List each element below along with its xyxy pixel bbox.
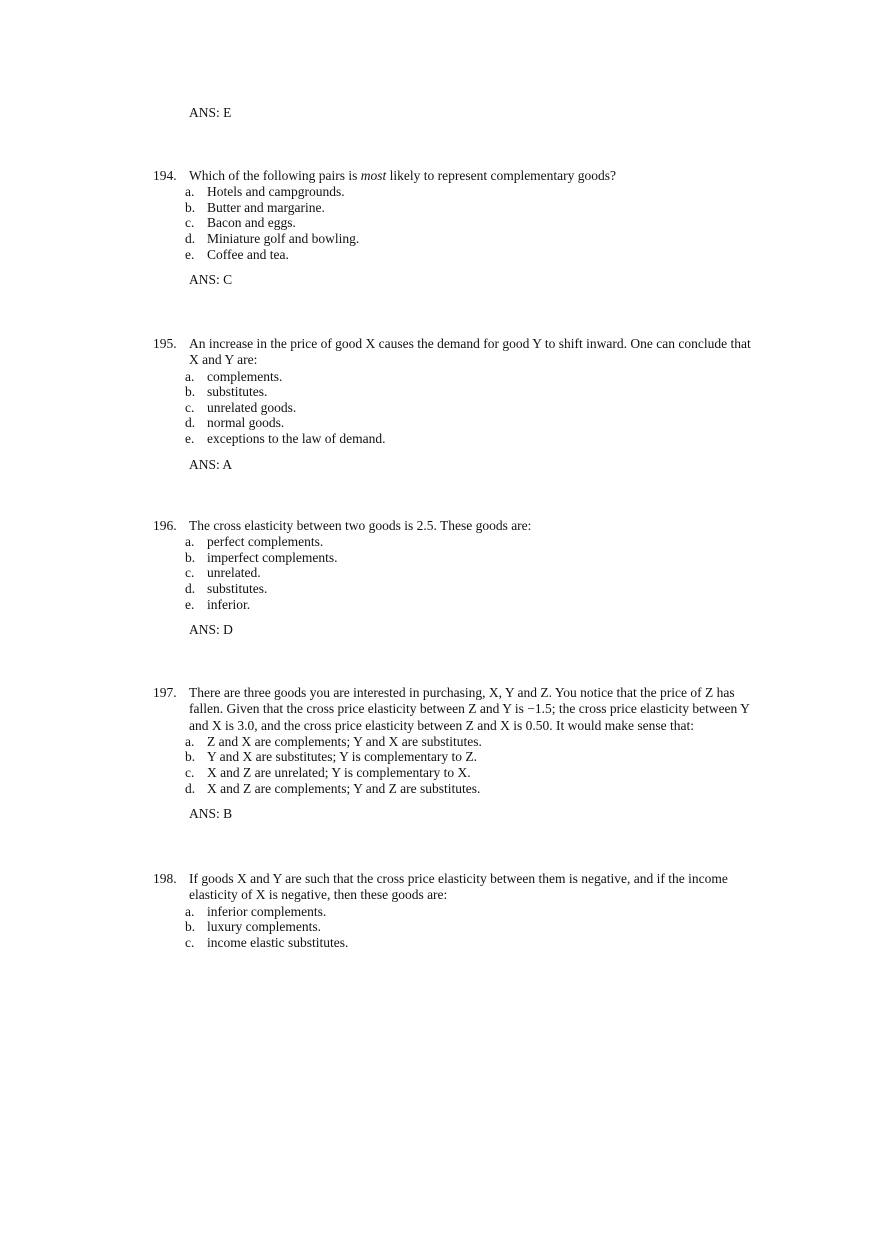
answer-line: ANS: A xyxy=(189,456,233,472)
answer-line: ANS: D xyxy=(189,622,233,638)
option-text: Butter and margarine. xyxy=(207,199,325,215)
option-text: complements. xyxy=(207,368,283,384)
option-text: substitutes. xyxy=(207,384,268,400)
question-number: 198. xyxy=(153,871,177,886)
option-b xyxy=(153,200,753,216)
question-stem xyxy=(153,336,753,369)
options-list xyxy=(153,184,753,262)
option-text: luxury complements. xyxy=(207,919,321,935)
option-text: Y and X are substitutes; Y is complementary to Z. xyxy=(207,749,477,765)
option-text: income elastic substitutes. xyxy=(207,934,349,950)
option-text: X and Z are complements; Y and Z are substitutes. xyxy=(207,780,481,796)
option-b xyxy=(153,749,753,765)
option-letter: c. xyxy=(185,565,195,581)
question-194 xyxy=(153,168,753,288)
option-d xyxy=(153,231,753,247)
question-stem xyxy=(153,168,753,184)
option-letter: c. xyxy=(185,215,195,231)
option-letter: b. xyxy=(185,549,196,565)
stem-emphasis: most xyxy=(360,168,387,183)
option-d xyxy=(153,581,753,597)
option-letter: b. xyxy=(185,749,196,765)
option-text: inferior. xyxy=(207,596,251,612)
option-text: inferior complements. xyxy=(207,903,327,919)
stem-text-start: Which of the following pairs is xyxy=(189,168,361,183)
option-b xyxy=(153,919,753,935)
option-e xyxy=(153,247,753,263)
option-b xyxy=(153,384,753,400)
answer-line: ANS: C xyxy=(189,272,233,288)
option-letter: a. xyxy=(185,184,195,200)
options-list xyxy=(153,734,753,796)
option-letter: a. xyxy=(185,903,195,919)
option-text: unrelated. xyxy=(207,565,261,581)
option-d xyxy=(153,415,753,431)
option-text: exceptions to the law of demand. xyxy=(207,430,386,446)
question-number: 197. xyxy=(153,685,177,700)
option-text: Bacon and eggs. xyxy=(207,215,296,231)
option-letter: d. xyxy=(185,231,196,247)
option-c xyxy=(153,215,753,231)
option-text: normal goods. xyxy=(207,415,285,431)
option-letter: e. xyxy=(185,430,195,446)
answer-line: ANS: B xyxy=(189,806,233,822)
option-text: substitutes. xyxy=(207,581,268,597)
option-text: Hotels and campgrounds. xyxy=(207,184,345,200)
option-c xyxy=(153,565,753,581)
option-letter: d. xyxy=(185,415,196,431)
option-b xyxy=(153,550,753,566)
option-e xyxy=(153,597,753,613)
question-stem xyxy=(153,871,753,904)
question-198 xyxy=(153,871,753,950)
question-197 xyxy=(153,685,753,822)
question-stem xyxy=(153,518,753,534)
option-text: Miniature golf and bowling. xyxy=(207,231,360,247)
option-letter: d. xyxy=(185,780,196,796)
option-text: Coffee and tea. xyxy=(207,246,289,262)
options-list xyxy=(153,534,753,612)
option-letter: e. xyxy=(185,596,195,612)
question-195 xyxy=(153,336,753,473)
option-letter: a. xyxy=(185,733,195,749)
option-letter: a. xyxy=(185,368,195,384)
option-a xyxy=(153,534,753,550)
stem-text: If goods X and Y are such that the cross price elasticity between them is negative, and if the income elasticity of X is negative, then these goods are: xyxy=(189,871,728,903)
stem-text-end: likely to represent complementary goods? xyxy=(386,168,617,183)
option-c xyxy=(153,765,753,781)
option-letter: c. xyxy=(185,934,195,950)
option-letter: c. xyxy=(185,399,195,415)
option-text: X and Z are unrelated; Y is complementary to X. xyxy=(207,765,471,781)
option-letter: e. xyxy=(185,246,195,262)
option-text: imperfect complements. xyxy=(207,549,338,565)
option-a xyxy=(153,734,753,750)
option-letter: c. xyxy=(185,765,195,781)
question-number: 196. xyxy=(153,518,177,533)
option-letter: b. xyxy=(185,199,196,215)
option-c xyxy=(153,935,753,951)
question-number: 194. xyxy=(153,168,177,183)
answer-line-193: ANS: E xyxy=(189,105,232,120)
options-list xyxy=(153,369,753,447)
option-letter: d. xyxy=(185,581,196,597)
stem-text: An increase in the price of good X causes the demand for good Y to shift inward. One can conclude that X and Y are: xyxy=(189,336,751,368)
option-a xyxy=(153,184,753,200)
stem-text: The cross elasticity between two goods is 2.5. These goods are: xyxy=(189,518,532,533)
option-e xyxy=(153,431,753,447)
option-text: unrelated goods. xyxy=(207,399,297,415)
option-a xyxy=(153,904,753,920)
option-letter: a. xyxy=(185,534,195,550)
option-text: perfect complements. xyxy=(207,534,324,550)
option-a xyxy=(153,369,753,385)
question-196 xyxy=(153,518,753,638)
options-list xyxy=(153,904,753,951)
question-stem xyxy=(153,685,753,734)
option-letter: b. xyxy=(185,919,196,935)
question-number: 195. xyxy=(153,336,177,351)
stem-text: There are three goods you are interested in purchasing, X, Y and Z. You notice that the price of Z has fallen. Given that the cross price elasticity between Z and Y is −1.5; the cross price elasticity between Y and X is 3.0, and the cross price elasticity between Z and X is 0.50. It would make sense that: xyxy=(189,685,750,733)
option-text: Z and X are complements; Y and X are substitutes. xyxy=(207,733,482,749)
option-d xyxy=(153,781,753,797)
option-letter: b. xyxy=(185,384,196,400)
option-c xyxy=(153,400,753,416)
